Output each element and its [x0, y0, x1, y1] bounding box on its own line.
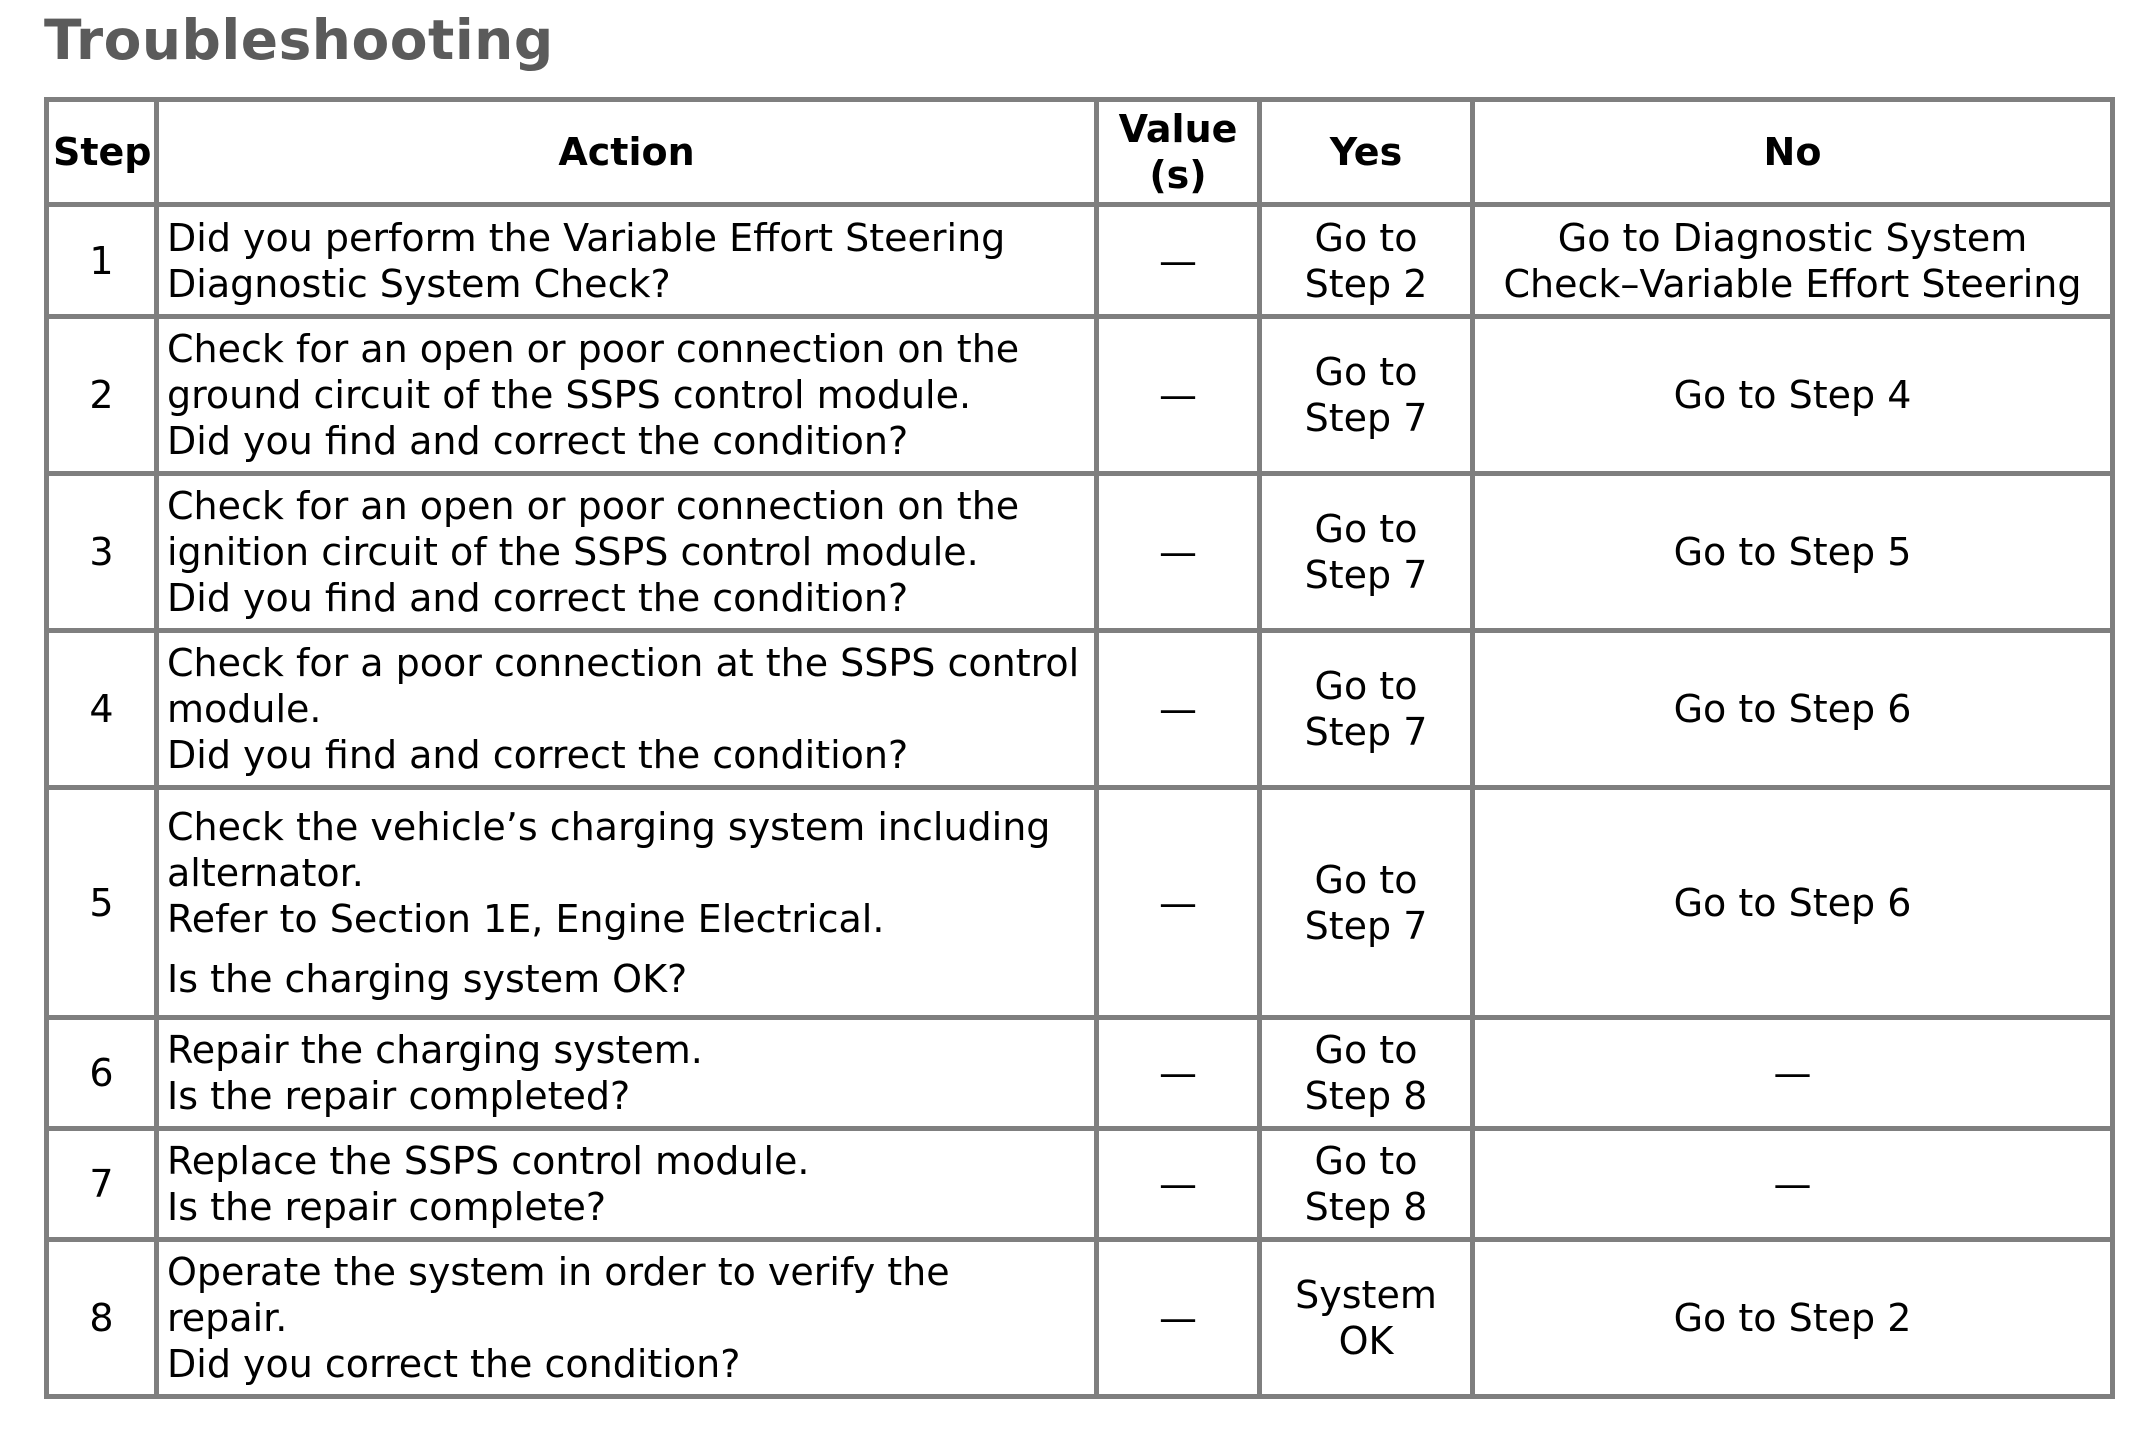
- action-line: Refer to Section 1E, Engine Electrical.: [167, 896, 885, 941]
- no-line: Go to Step 6: [1673, 687, 1912, 731]
- action-line: Check for an open or poor connection on the: [167, 327, 1020, 371]
- step-number: 2: [47, 317, 157, 474]
- action-line: Diagnostic System Check?: [167, 261, 671, 306]
- yes-line: Go to: [1314, 215, 1418, 260]
- header-value: [1097, 100, 1260, 205]
- action-question: Is the charging system OK?: [167, 956, 688, 1001]
- action-line: Did you find and correct the condition?: [167, 733, 909, 777]
- yes-line: System: [1295, 1273, 1437, 1317]
- header-action: Action: [157, 100, 1097, 205]
- action-line: Check the vehicle’s charging system including: [167, 804, 1051, 849]
- value-cell: —: [1097, 474, 1260, 631]
- step-number: 6: [47, 1018, 157, 1129]
- step-number: 3: [47, 474, 157, 631]
- no-line: Go to Step 5: [1673, 530, 1912, 574]
- action-line: Operate the system in order to verify the: [167, 1250, 950, 1294]
- yes-cell: [1260, 205, 1473, 317]
- action-cell: [157, 317, 1097, 474]
- value-cell: —: [1097, 631, 1260, 788]
- action-line: Did you find and correct the condition?: [167, 576, 909, 620]
- header-value-line1: Value: [1118, 107, 1238, 151]
- value-cell: —: [1097, 317, 1260, 474]
- yes-line: OK: [1338, 1319, 1394, 1363]
- yes-cell: [1260, 1240, 1473, 1397]
- action-line: ignition circuit of the SSPS control module.: [167, 530, 979, 574]
- yes-cell: [1260, 317, 1473, 474]
- action-line: ground circuit of the SSPS control module.: [167, 373, 972, 417]
- step-number: 5: [47, 788, 157, 1018]
- yes-line: Go to: [1314, 664, 1418, 708]
- no-line: —: [1773, 1051, 1812, 1095]
- table-row: [47, 1129, 2113, 1240]
- no-cell: [1473, 631, 2113, 788]
- yes-cell: [1260, 631, 1473, 788]
- action-cell: [157, 1129, 1097, 1240]
- action-line: alternator.: [167, 850, 364, 895]
- value-cell: —: [1097, 205, 1260, 317]
- yes-cell: [1260, 788, 1473, 1018]
- header-value-line2: (s): [1149, 153, 1207, 197]
- no-cell: [1473, 205, 2113, 317]
- yes-line: Step 8: [1304, 1185, 1428, 1229]
- no-line: Check–Variable Effort Steering: [1503, 261, 2082, 306]
- table-row: [47, 631, 2113, 788]
- yes-line: Go to: [1314, 507, 1418, 551]
- table-row: [47, 1240, 2113, 1397]
- table-row: [47, 205, 2113, 317]
- table-header-row: [47, 100, 2113, 205]
- header-step: Step: [47, 100, 157, 205]
- value-cell: —: [1097, 1018, 1260, 1129]
- table-row: [47, 474, 2113, 631]
- action-cell: [157, 631, 1097, 788]
- yes-line: Step 7: [1304, 553, 1428, 597]
- action-line: repair.: [167, 1296, 288, 1340]
- table-row: [47, 788, 2113, 1018]
- action-line: module.: [167, 687, 322, 731]
- no-cell: [1473, 474, 2113, 631]
- yes-cell: [1260, 1018, 1473, 1129]
- action-line: Repair the charging system.: [167, 1028, 703, 1072]
- header-yes: Yes: [1260, 100, 1473, 205]
- action-line: Replace the SSPS control module.: [167, 1139, 810, 1183]
- action-line: Is the repair complete?: [167, 1185, 607, 1229]
- yes-line: Step 7: [1304, 903, 1428, 948]
- yes-line: Step 8: [1304, 1074, 1428, 1118]
- no-line: Go to Step 6: [1673, 880, 1912, 925]
- action-cell: [157, 205, 1097, 317]
- yes-line: Go to: [1314, 1028, 1418, 1072]
- page-title: Troubleshooting: [44, 8, 554, 72]
- step-number: 8: [47, 1240, 157, 1397]
- action-cell: [157, 474, 1097, 631]
- yes-line: Step 7: [1304, 396, 1428, 440]
- action-cell: [157, 1240, 1097, 1397]
- no-line: —: [1773, 1162, 1812, 1206]
- no-line: Go to Diagnostic System: [1557, 215, 2028, 260]
- value-cell: —: [1097, 1240, 1260, 1397]
- action-cell: [157, 788, 1097, 1018]
- no-cell: [1473, 1240, 2113, 1397]
- yes-line: Go to: [1314, 1139, 1418, 1183]
- action-line: Did you find and correct the condition?: [167, 419, 909, 463]
- action-line: Check for a poor connection at the SSPS control: [167, 641, 1080, 685]
- no-line: Go to Step 4: [1673, 373, 1912, 417]
- yes-line: Go to: [1314, 857, 1418, 902]
- no-cell: [1473, 1018, 2113, 1129]
- table-row: [47, 317, 2113, 474]
- step-number: 1: [47, 205, 157, 317]
- action-line: Is the repair completed?: [167, 1074, 631, 1118]
- yes-cell: [1260, 1129, 1473, 1240]
- step-number: 7: [47, 1129, 157, 1240]
- value-cell: —: [1097, 788, 1260, 1018]
- no-cell: [1473, 1129, 2113, 1240]
- step-number: 4: [47, 631, 157, 788]
- no-cell: [1473, 317, 2113, 474]
- no-cell: [1473, 788, 2113, 1018]
- table-row: [47, 1018, 2113, 1129]
- troubleshooting-table: [44, 97, 2115, 1399]
- yes-cell: [1260, 474, 1473, 631]
- action-cell: [157, 1018, 1097, 1129]
- action-line: Check for an open or poor connection on the: [167, 484, 1020, 528]
- yes-line: Step 2: [1304, 261, 1428, 306]
- header-no: No: [1473, 100, 2113, 205]
- value-cell: —: [1097, 1129, 1260, 1240]
- yes-line: Go to: [1314, 350, 1418, 394]
- action-line: Did you perform the Variable Effort Steering: [167, 215, 1006, 260]
- yes-line: Step 7: [1304, 710, 1428, 754]
- no-line: Go to Step 2: [1673, 1296, 1912, 1340]
- action-line: Did you correct the condition?: [167, 1342, 741, 1386]
